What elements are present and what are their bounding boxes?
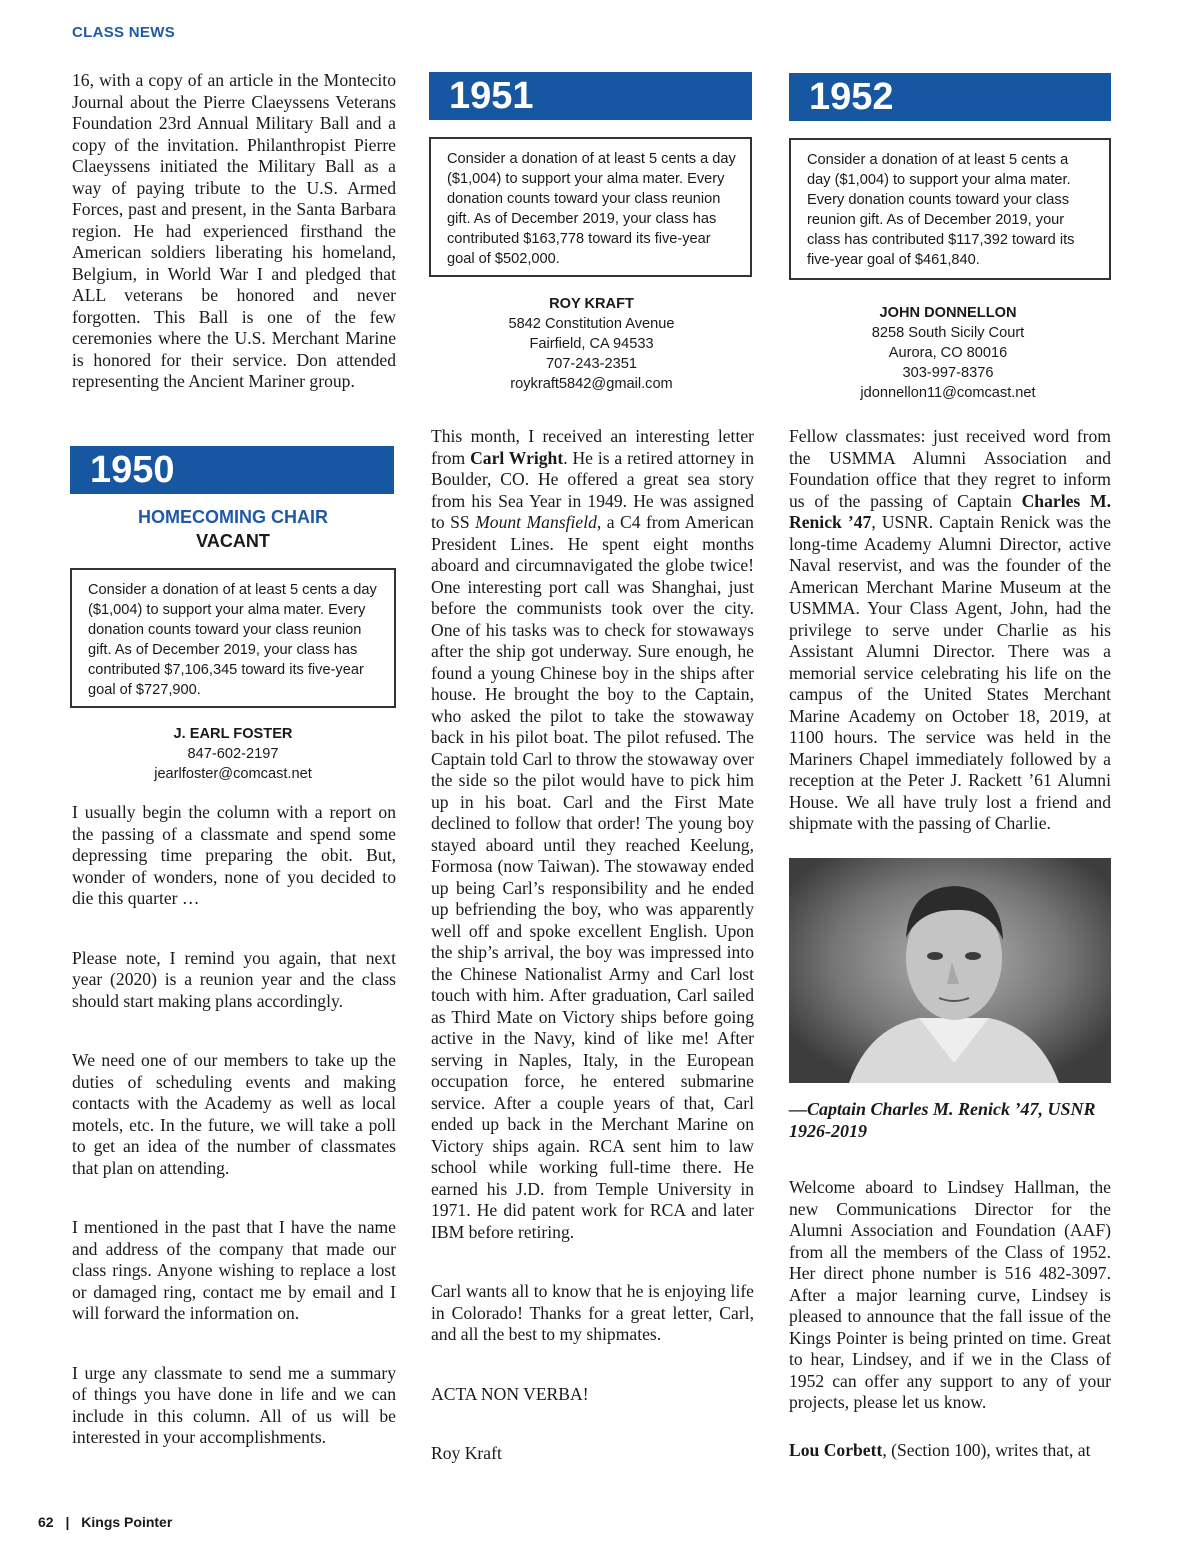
person-name: Carl Wright bbox=[470, 447, 564, 468]
contact-address-line2: Fairfield, CA 94533 bbox=[529, 336, 654, 352]
paragraph: I urge any classmate to send me a summary of things you have done in life and we can include in this column. All of us will be interested in your accomplishments. bbox=[72, 1362, 396, 1447]
donation-box-1952: Consider a donation of at least 5 cents a day ($1,004) to support your alma mater. Every donation counts toward your class reunion gift. As of December 2019, your class has contributed $117,392 toward its five-year goal of $461,840. bbox=[789, 138, 1111, 280]
person-name: Lou Corbett bbox=[789, 1439, 883, 1460]
contact-phone: 847-602-2197 bbox=[187, 746, 279, 762]
donation-box-1950: Consider a donation of at least 5 cents a day ($1,004) to support your alma mater. Every donation counts toward your class reunion gift. As of December 2019, your class has contributed $7,106,345 toward its five-year goal of $727,900. bbox=[70, 568, 396, 708]
contact-name: ROY KRAFT bbox=[549, 296, 634, 312]
paragraph: Welcome aboard to Lindsey Hallman, the new Communications Director for the Alumni Association and Foundation (AAF) from all the members of the Class of 1952. Her direct phone number is 516 482-3097. After a major learning curve, Lindsey is pleased to announce that the fall issue of the Kings Pointer is being printed on time. Great to hear, Lindsey, and if we in the Class of 1952 can offer any support to any of your projects, please let us know. bbox=[789, 1177, 1111, 1412]
column-2-body bbox=[431, 426, 754, 1465]
photo-caption bbox=[789, 1098, 1119, 1142]
contact-email[interactable]: jearlfoster@comcast.net bbox=[154, 766, 312, 782]
page-footer bbox=[38, 1514, 172, 1530]
paragraph bbox=[789, 1440, 1111, 1462]
contact-1950 bbox=[70, 724, 396, 784]
contact-address-line1: 8258 South Sicily Court bbox=[871, 325, 1025, 341]
obituary-paragraph bbox=[789, 426, 1111, 835]
contact-1951 bbox=[429, 294, 754, 394]
homecoming-chair-block bbox=[70, 505, 396, 553]
ship-name: Mount Mansfield bbox=[475, 512, 597, 532]
contact-address-line2: Aurora, CO 80016 bbox=[888, 345, 1008, 361]
contact-name: JOHN DONNELLON bbox=[879, 305, 1017, 321]
contact-address-line1: 5842 Constitution Avenue bbox=[508, 316, 675, 332]
caption-name: —Captain Charles M. Renick ’47, USNR bbox=[789, 1099, 1096, 1119]
motto: ACTA NON VERBA! bbox=[431, 1383, 589, 1404]
chair-status: VACANT bbox=[196, 531, 270, 551]
paragraph: Please note, I remind you again, that next year (2020) is a reunion year and the class should start making plans accordingly. bbox=[72, 947, 396, 1011]
paragraph: I usually begin the column with a report on the passing of a classmate and spend some depressing time preparing the obit. But, wonder of wonders, none of you decided to die this quarter … bbox=[72, 802, 396, 908]
text-run: This month, I received an interesting letter from bbox=[431, 426, 754, 468]
portrait-illustration bbox=[789, 858, 1111, 1083]
paragraph: We need one of our members to take up the duties of scheduling events and making contacts with the Academy as well as local motels, etc. In the future, we will take a poll to get an idea of the number of classmates that plan on attending. bbox=[72, 1050, 396, 1178]
column-1-top bbox=[72, 70, 396, 393]
column-3-body bbox=[789, 426, 1111, 835]
paragraph: I mentioned in the past that I have the name and address of the company that made our class rings. Anyone wishing to replace a lost or damaged ring, contact me by email and I will forward the information on. bbox=[72, 1217, 396, 1323]
continued-paragraph: 16, with a copy of an article in the Montecito Journal about the Pierre Claeyssens Veterans Foundation 23rd Annual Military Ball and a copy of the invitation. Philanthropist Pierre Claeyssens initiated the Military Ball as a way of paying tribute to the U.S. Armed Forces, past and present, in the Santa Barbara region. He had experienced firsthand the American soldiers liberating his homeland, Belgium, in World War I and pledged that ALL veterans be honored and never forgotten. This Ball is one of the few ceremonies where the U.S. Merchant Marine is honored for their service. Don attended representing the Ancient Mariner group. bbox=[72, 70, 396, 391]
column-1-body bbox=[72, 802, 396, 1449]
year-heading-1951: 1951 bbox=[429, 72, 752, 120]
text-run: . He is a retired attorney in Boulder, CO. He offered a great sea story from his Sea Year in 1949. He was assigned to SS bbox=[431, 447, 754, 532]
chair-title: HOMECOMING CHAIR bbox=[138, 507, 328, 527]
contact-phone: 707-243-2351 bbox=[546, 356, 637, 372]
column-3-lower bbox=[789, 1177, 1111, 1461]
text-run: , USNR. Captain Renick was the long-time Academy Alumni Director, active Naval reservist, and was the founder of the American Merchant Marine Museum at the USMMA. Your Class Agent, John, had the privilege to serve under Charlie as his Assistant Alumni Director. There was a memorial service celebrating his life on the campus of the United States Merchant Marine Academy on October 18, 2019, at 1100 hours. The service was held in the Mariners Chapel immediately followed by a reception at the Peter J. Rackett ’61 Alumni House. We all have truly lost a friend and shipmate with the passing of Charlie. bbox=[789, 512, 1111, 833]
caption-dates: 1926-2019 bbox=[789, 1121, 867, 1141]
publication-name: Kings Pointer bbox=[81, 1514, 173, 1530]
text-run: Fellow classmates: just received word from the USMMA Alumni Association and Foundation office that they regret to inform us of the passing of Captain bbox=[789, 426, 1111, 511]
contact-name: J. EARL FOSTER bbox=[173, 726, 293, 742]
page-number: 62 bbox=[38, 1514, 54, 1530]
text-run: , (Section 100), writes that, at bbox=[882, 1439, 1091, 1460]
contact-phone: 303-997-8376 bbox=[902, 365, 994, 381]
donation-box-1951: Consider a donation of at least 5 cents a day ($1,004) to support your alma mater. Every donation counts toward your class reunion gift. As of December 2019, your class has contributed $163,778 toward its five-year goal of $502,000. bbox=[429, 137, 752, 277]
contact-1952 bbox=[787, 303, 1109, 403]
footer-separator: | bbox=[65, 1514, 70, 1530]
signature: Roy Kraft bbox=[431, 1443, 502, 1463]
person-name: Charles M. Renick ’47 bbox=[789, 490, 1112, 532]
contact-email[interactable]: jdonnellon11@comcast.net bbox=[860, 385, 1036, 401]
paragraph: Carl wants all to know that he is enjoying life in Colorado! Thanks for a great letter, Carl, and all the best to my shipmates. bbox=[431, 1281, 754, 1344]
section-label: CLASS NEWS bbox=[72, 24, 176, 41]
year-heading-1950: 1950 bbox=[70, 446, 394, 494]
year-heading-1952: 1952 bbox=[789, 73, 1111, 121]
portrait-photo bbox=[789, 858, 1111, 1083]
contact-email[interactable]: roykraft5842@gmail.com bbox=[510, 376, 673, 392]
text-run: , a C4 from American President Lines. He spent eight months aboard and circumnavigated the globe twice! One interesting port call was Shanghai, just before the communists took over the city. One of his tasks was to check for stowaways after the ship got underway. Sure enough, he found a young Chinese boy in the ships after house. He brought the boy to the Captain, who asked the pilot to take the stowaway back in his pilot boat. The pilot refused. The Captain told Carl to throw the stowaway over the side so the pilot would have to pick him up in his boat. Carl and the First Mate declined to follow that order! The young boy stayed aboard until they reached Keelung, Formosa (now Taiwan). The stowaway ended up being Carl’s responsibility and he ended up befriending the boy, who was apparently well off and spoke excellent English. Upon the ship’s arrival, the boy was impressed into the Chinese Nationalist Army and Carl lost touch with him. After graduation, Carl sailed as Third Mate on Victory ships before going active in the Navy, kind of like me! After serving in Naples, Italy, in the European occupation force, he entered submarine service. After a couple years of that, Carl ended up back in the Merchant Marine on Victory ships again. RCA sent him to law school while working full-time there. He earned his J.D. from Temple University in 1971. He did patent work for RCA and later IBM before retiring. bbox=[431, 512, 754, 1242]
story-paragraph bbox=[431, 426, 754, 1243]
